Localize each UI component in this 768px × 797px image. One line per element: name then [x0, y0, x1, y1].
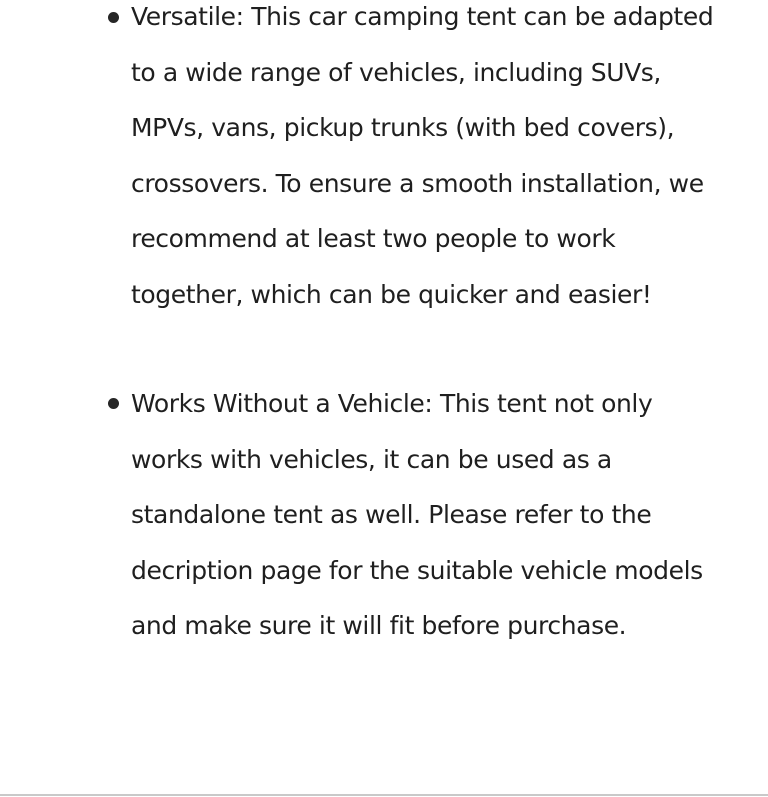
- list-item-text: Versatile: This car camping tent can be adapted to a wide range of vehicles, including SUVs, MPVs, vans, pickup trunks (with bed covers), crossovers. To ensure a smooth installation, we recommend at least two people to work together, which can be quicker and easier!: [131, 2, 714, 309]
- list-item-text: Works Without a Vehicle: This tent not only works with vehicles, it can be used as a standalone tent as well. Please refer to the decription page for the suitable vehicle models and make sure it will fit before purchase.: [131, 389, 703, 640]
- bullet-icon: [108, 12, 119, 23]
- bullet-icon: [108, 398, 119, 409]
- divider: [0, 794, 768, 796]
